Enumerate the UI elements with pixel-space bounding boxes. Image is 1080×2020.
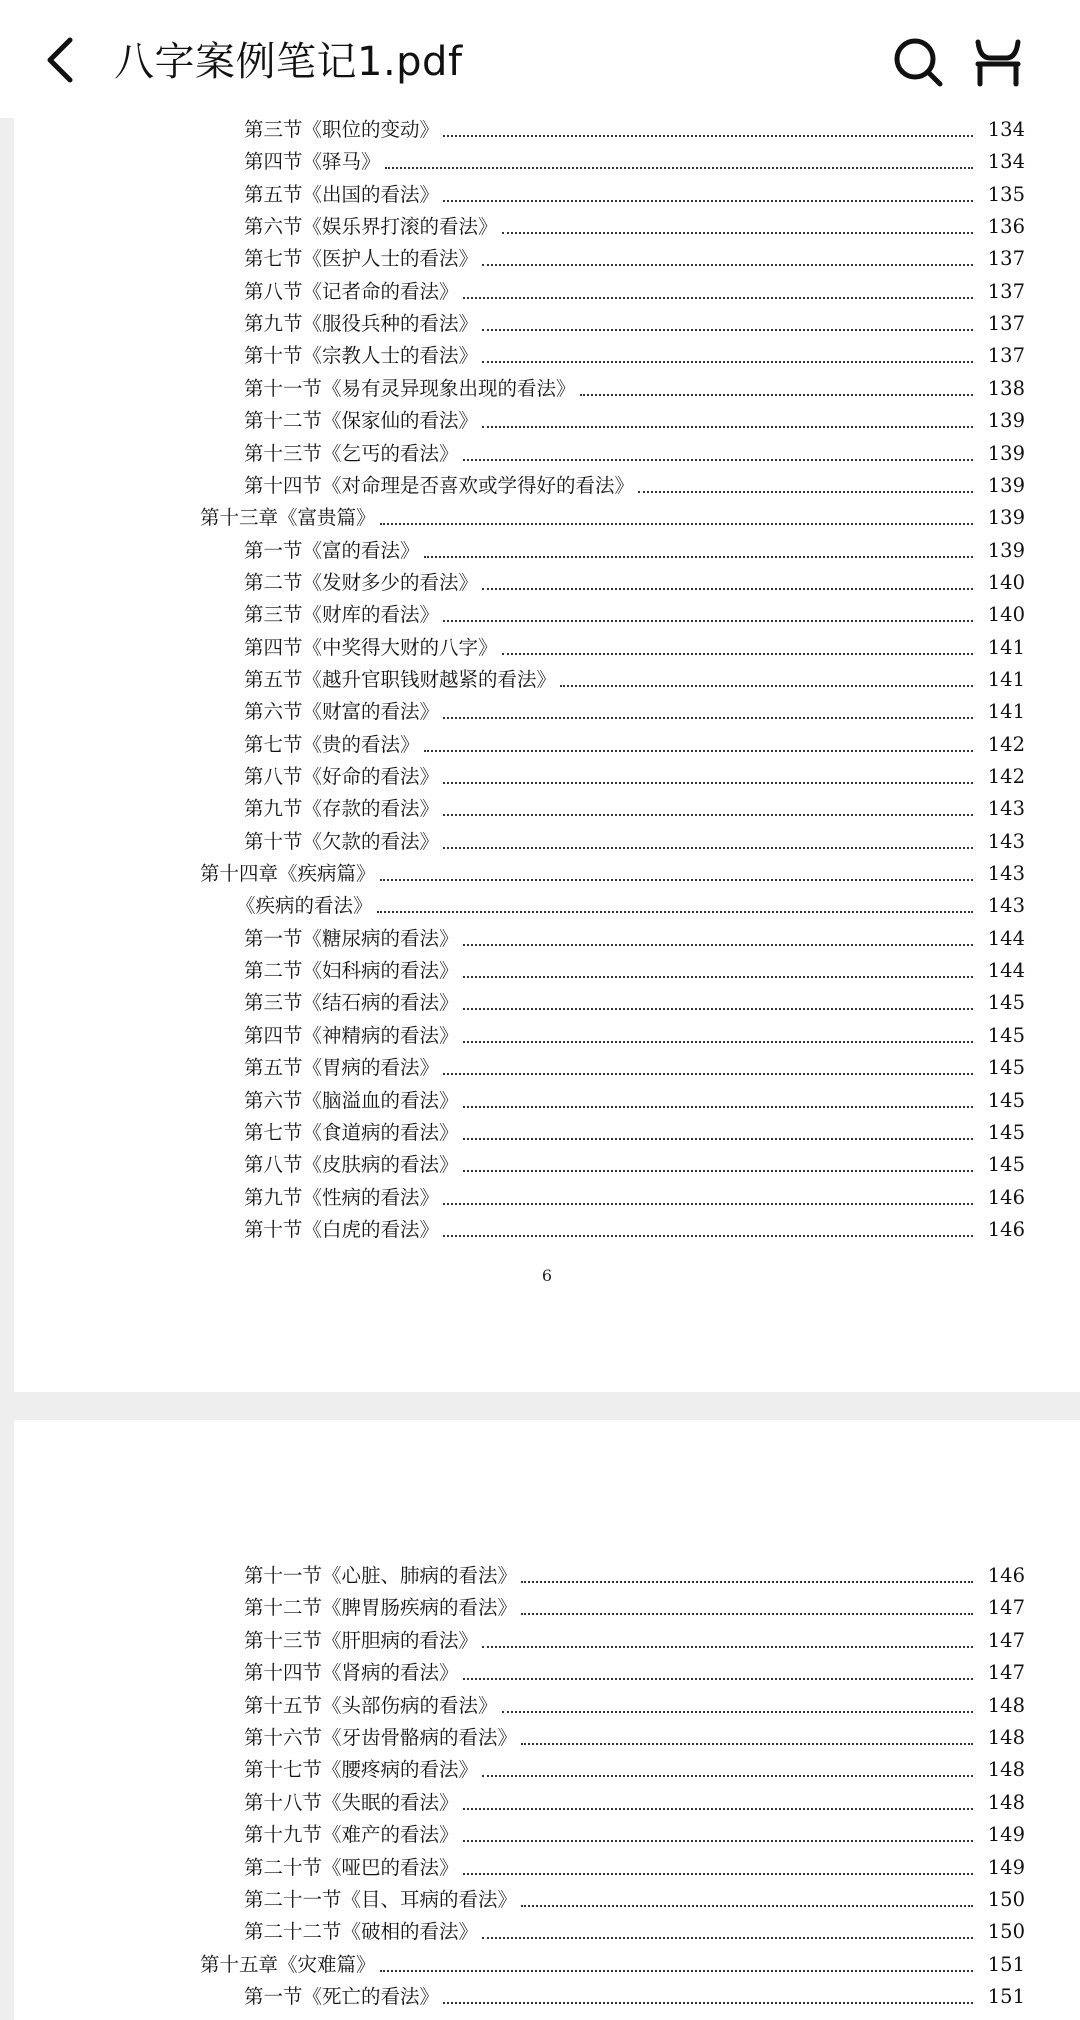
toc-entry-label: 第八节《记者命的看法》 [244,279,459,303]
toc-entry-page: 145 [987,1153,1025,1177]
toc-entry[interactable] [14,759,1080,791]
dot-leader [521,1612,973,1615]
dot-leader [482,263,973,266]
toc-entry-page: 148 [987,1726,1025,1749]
dot-leader [380,878,973,881]
page-number: 6 [541,1266,553,1285]
dot-leader [443,1202,973,1205]
toc-entry-page: 142 [987,765,1025,788]
toc-entry-page: 150 [987,1888,1025,1911]
toc-entry-label: 第八节《好命的看法》 [244,765,440,788]
toc-entry-page: 134 [987,150,1025,174]
toc-entry-label: 第四节《中奖得大财的八字》 [244,635,498,659]
toc-entry-page: 141 [987,700,1025,724]
toc-entry-label: 第二十节《哑巴的看法》 [244,1855,459,1879]
toc-entry[interactable] [14,856,1080,888]
toc-entry-page: 145 [987,1088,1025,1112]
toc-entry[interactable] [14,888,1080,920]
toc-entry[interactable] [14,533,1080,565]
toc-entry-label: 第十三节《乞丐的看法》 [244,441,459,465]
toc-entry[interactable] [14,1979,1080,2011]
toc-entry[interactable] [14,921,1080,953]
toc-entry-page: 145 [987,1023,1025,1047]
dot-leader [380,522,973,525]
toc-entry-page: 137 [987,312,1025,336]
pdf-page-6[interactable] [14,118,1080,1392]
toc-entry[interactable] [14,274,1080,306]
toc-entry-page: 137 [987,279,1025,303]
toc-entry-page: 151 [987,1985,1025,2009]
toc-entry[interactable] [14,630,1080,662]
toc-entry-label: 第九节《性病的看法》 [244,1185,440,1209]
toc-entry-page: 140 [987,603,1025,627]
toc-entry[interactable] [14,662,1080,694]
toc-entry-label: 第二节《发财多少的看法》 [244,570,479,594]
toc-entry-page: 150 [987,1920,1025,1944]
dot-leader [521,1904,973,1907]
chevron-left-icon[interactable] [38,34,82,86]
dot-leader [482,425,973,428]
toc-entry-label: 第十二节《脾胃肠疾病的看法》 [244,1596,518,1620]
toc-entry-label: 第十节《白虎的看法》 [244,1217,440,1241]
dot-leader [521,1580,973,1583]
toc-entry-page: 149 [987,1823,1025,1847]
toc-entry[interactable] [14,468,1080,500]
dot-leader [463,1169,973,1172]
toc-entry[interactable] [14,1914,1080,1946]
dot-leader [443,199,973,202]
dot-leader [443,813,973,816]
toc-entry[interactable] [14,1882,1080,1914]
dot-leader [463,975,973,978]
toc-entry[interactable] [14,1180,1080,1212]
toc-entry[interactable] [14,597,1080,629]
toc-entry-page: 147 [987,1628,1025,1652]
dot-leader [463,1677,973,1680]
toc-entry[interactable] [14,1688,1080,1720]
dot-leader [638,490,973,493]
dot-leader [463,296,973,299]
dot-leader [463,1105,973,1108]
dot-leader [443,2001,973,2004]
toc-entry-page: 139 [987,441,1025,465]
toc-entry-page: 148 [987,1693,1025,1717]
toc-entry[interactable] [14,1817,1080,1849]
dot-leader [482,587,973,590]
toc-entry-page: 145 [987,991,1025,1015]
toc-entry-page: 146 [987,1217,1025,1241]
toc-entry-label: 第十六节《牙齿骨骼病的看法》 [244,1726,518,1749]
top-app-bar [0,0,1080,118]
toc-entry-page: 134 [987,118,1025,141]
dot-leader [580,393,973,396]
toc-entry-label: 第十节《宗教人士的看法》 [244,344,479,368]
toc-entry-page: 144 [987,926,1025,950]
toc-entry-page: 151 [987,1952,1025,1976]
toc-entry-label: 第十三节《肝胆病的看法》 [244,1628,479,1652]
toc-entry[interactable] [14,1212,1080,1244]
toc-entry[interactable] [14,1018,1080,1050]
dot-leader [502,652,973,655]
dot-leader [443,1234,973,1237]
toc-entry-label: 第四节《驿马》 [244,150,381,174]
pdf-page-7[interactable] [14,1420,1080,2020]
toc-entry-page: 137 [987,344,1025,368]
toc-entry[interactable] [14,694,1080,726]
toc-entry-page: 142 [987,732,1025,756]
toc-entry[interactable] [14,985,1080,1017]
toc-entry-label: 第三节《职位的变动》 [244,118,440,141]
dot-leader [385,166,973,169]
toc-entry-page: 143 [987,862,1025,886]
toc-entry[interactable] [14,1655,1080,1687]
dot-leader [463,1872,973,1875]
dot-leader [521,1742,973,1745]
toc-entry[interactable] [14,1785,1080,1817]
toc-entry-label: 第八节《皮肤病的看法》 [244,1153,459,1177]
dot-leader [463,458,973,461]
dot-leader [482,1936,973,1939]
toc-entry-label: 第十八节《失眠的看法》 [244,1790,459,1814]
dot-leader [463,1137,973,1140]
toc-entry-page: 139 [987,473,1025,497]
dot-leader [463,1839,973,1842]
toc-entry[interactable] [14,565,1080,597]
toc-entry-label: 第二节《妇科病的看法》 [244,959,459,983]
toc-entry-label: 第一节《富的看法》 [244,538,420,562]
toc-entry-page: 149 [987,1855,1025,1879]
toc-entry[interactable] [14,824,1080,856]
toc-entry-page: 139 [987,506,1025,530]
dot-leader [463,943,973,946]
dot-leader [424,555,973,558]
toc-entry-label: 第十九节《难产的看法》 [244,1823,459,1847]
dot-leader [482,1774,973,1777]
toc-entry-label: 第十四节《肾病的看法》 [244,1661,459,1685]
toc-entry[interactable] [14,953,1080,985]
toc-entry[interactable] [14,1590,1080,1622]
toc-entry-label: 第十四章《疾病篇》 [200,862,376,886]
dot-leader [443,846,973,849]
toc-entry-label: 《疾病的看法》 [236,894,373,918]
document-title: 八字案例笔记1.pdf [114,39,463,85]
toc-entry[interactable] [14,144,1080,176]
toc-entry-page: 143 [987,894,1025,918]
toc-entry-label: 第二十一节《目、耳病的看法》 [244,1888,518,1911]
dot-leader [502,231,973,234]
toc-entry[interactable] [14,727,1080,759]
dot-leader [502,1710,973,1713]
toc-entry-page: 148 [987,1758,1025,1782]
toc-entry[interactable] [14,1720,1080,1752]
toc-entry-label: 第十一节《心脏、肺病的看法》 [244,1564,518,1587]
toc-entry-label: 第一节《糖尿病的看法》 [244,926,459,950]
dot-leader [380,1969,973,1972]
search-icon[interactable] [890,34,946,90]
toc-entry-label: 第九节《服役兵种的看法》 [244,312,479,336]
dot-leader [560,684,973,687]
toc-entry-label: 第九节《存款的看法》 [244,797,440,821]
toc-entry[interactable] [14,1623,1080,1655]
dot-leader [424,749,973,752]
toc-entry-page: 136 [987,215,1025,239]
toc-entry-label: 第十二节《保家仙的看法》 [244,409,479,433]
toc-entry-page: 148 [987,1790,1025,1814]
toc-entry-page: 139 [987,409,1025,433]
toc-entry-page: 135 [987,182,1025,206]
toc-entry[interactable] [14,338,1080,370]
toc-entry-label: 第七节《食道病的看法》 [244,1120,459,1144]
dot-leader [482,360,973,363]
toc-entry[interactable] [14,306,1080,338]
dot-leader [377,910,973,913]
toc-entry[interactable] [14,1083,1080,1115]
toc-entry-label: 第七节《贵的看法》 [244,732,420,756]
toc-entry-page: 145 [987,1056,1025,1080]
toc-entry-page: 141 [987,635,1025,659]
toc-entry-page: 138 [987,376,1025,400]
toc-entry[interactable] [14,1752,1080,1784]
toc-entry[interactable] [14,791,1080,823]
toc-entry-label: 第四节《神精病的看法》 [244,1023,459,1047]
toc-entry-page: 147 [987,1596,1025,1620]
toc-entry[interactable] [14,371,1080,403]
toc-entry-label: 第二十二节《破相的看法》 [244,1920,479,1944]
dot-leader [482,1645,973,1648]
dot-leader [443,716,973,719]
toc-entry-page: 141 [987,667,1025,691]
toc-entry-page: 146 [987,1564,1025,1587]
toc-entry-label: 第五节《胃病的看法》 [244,1056,440,1080]
toc-entry-label: 第十五节《头部伤病的看法》 [244,1693,498,1717]
dot-leader [443,1072,973,1075]
toc-entry[interactable] [14,1558,1080,1590]
toc-entry-label: 第十一节《易有灵异现象出现的看法》 [244,376,576,400]
toc-entry-page: 140 [987,570,1025,594]
toc-entry[interactable] [14,1115,1080,1147]
toc-entry[interactable] [14,1947,1080,1979]
toc-entry-label: 第五节《越升官职钱财越紧的看法》 [244,667,557,691]
dot-leader [463,1007,973,1010]
toc-entry-label: 第十五章《灾难篇》 [200,1952,376,1976]
toc-entry-page: 146 [987,1185,1025,1209]
toc-entry-label: 第七节《医护人士的看法》 [244,247,479,271]
outline-icon[interactable] [970,34,1026,90]
toc-entry[interactable] [14,436,1080,468]
toc-entry-page: 143 [987,829,1025,853]
toc-entry-label: 第一节《死亡的看法》 [244,1985,440,2009]
dot-leader [463,1807,973,1810]
toc-entry-label: 第十四节《对命理是否喜欢或学得好的看法》 [244,473,635,497]
toc-entry-page: 144 [987,959,1025,983]
toc-entry-label: 第六节《娱乐界打滚的看法》 [244,215,498,239]
toc-entry-label: 第三节《财库的看法》 [244,603,440,627]
toc-entry-label: 第十七节《腰疼病的看法》 [244,1758,479,1782]
toc-entry-label: 第三节《结石病的看法》 [244,991,459,1015]
toc-entry[interactable] [14,403,1080,435]
toc-entry-page: 143 [987,797,1025,821]
toc-entry[interactable] [14,1147,1080,1179]
toc-entry[interactable] [14,209,1080,241]
toc-entry[interactable] [14,177,1080,209]
toc-entry[interactable] [14,500,1080,532]
toc-entry-label: 第六节《财富的看法》 [244,700,440,724]
toc-entry-label: 第五节《出国的看法》 [244,182,440,206]
toc-entry-label: 第六节《脑溢血的看法》 [244,1088,459,1112]
toc-entry-page: 137 [987,247,1025,271]
toc-entry-page: 145 [987,1120,1025,1144]
dot-leader [463,1040,973,1043]
toc-entry[interactable] [14,241,1080,273]
toc-entry[interactable] [14,1050,1080,1082]
dot-leader [443,134,973,137]
toc-entry-page: 147 [987,1661,1025,1685]
toc-entry-label: 第十三章《富贵篇》 [200,506,376,530]
dot-leader [443,619,973,622]
dot-leader [482,328,973,331]
toc-entry[interactable] [14,1850,1080,1882]
toc-entry-page: 139 [987,538,1025,562]
dot-leader [443,781,973,784]
toc-entry-label: 第十节《欠款的看法》 [244,829,440,853]
